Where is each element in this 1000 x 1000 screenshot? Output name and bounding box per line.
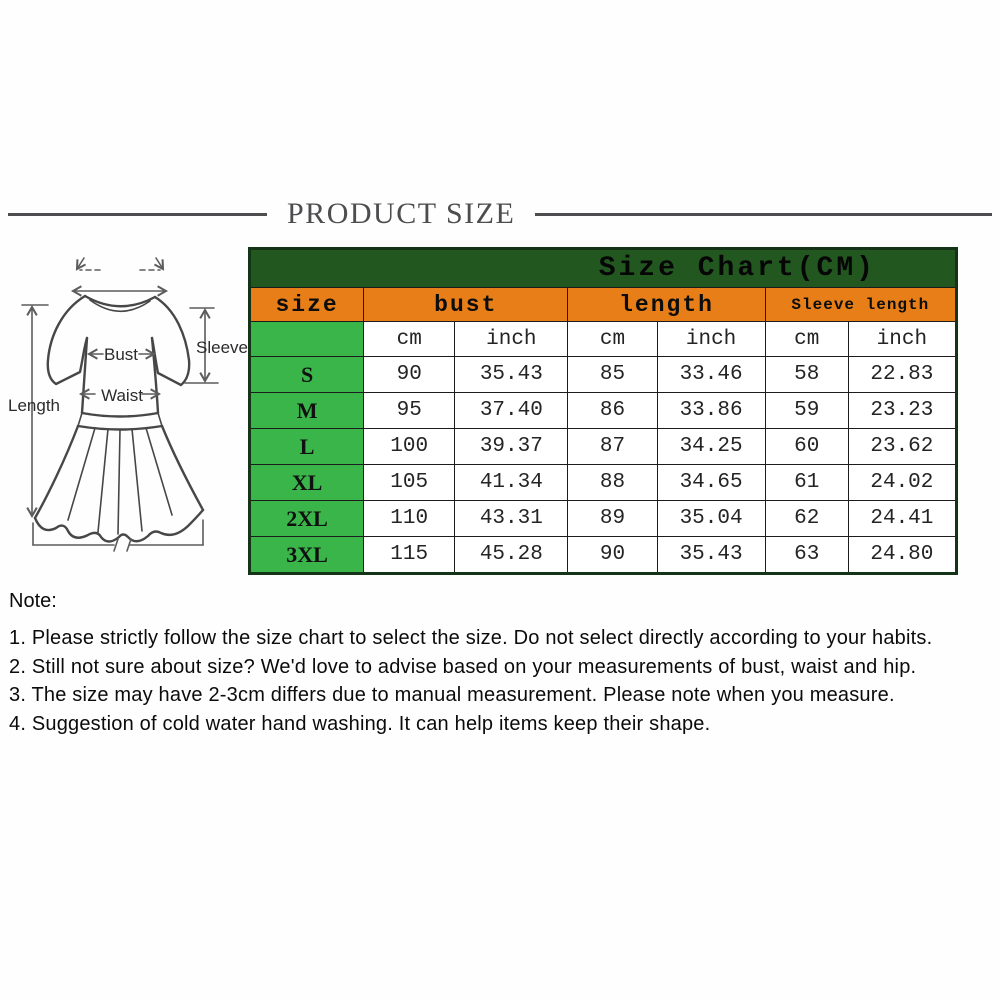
size-cell: M bbox=[250, 393, 364, 429]
size-cell: 3XL bbox=[250, 537, 364, 574]
col-header-length: length bbox=[568, 288, 765, 322]
bust-label: Bust bbox=[103, 345, 139, 364]
value-cell: 59 bbox=[765, 393, 848, 429]
unit-header-row bbox=[250, 322, 957, 357]
size-cell: XL bbox=[250, 465, 364, 501]
value-cell: 35.43 bbox=[657, 537, 765, 574]
value-cell: 100 bbox=[364, 429, 455, 465]
value-cell: 95 bbox=[364, 393, 455, 429]
value-cell: 41.34 bbox=[455, 465, 568, 501]
value-cell: 62 bbox=[765, 501, 848, 537]
col-header-sleeve-length: Sleeve length bbox=[765, 288, 956, 322]
size-cell: L bbox=[250, 429, 364, 465]
value-cell: 37.40 bbox=[455, 393, 568, 429]
value-cell: 60 bbox=[765, 429, 848, 465]
value-cell: 45.28 bbox=[455, 537, 568, 574]
dress-measurement-diagram bbox=[0, 240, 250, 560]
unit-cell: cm bbox=[568, 322, 657, 357]
size-chart-table bbox=[248, 247, 958, 575]
col-header-bust: bust bbox=[364, 288, 568, 322]
col-header-size: size bbox=[250, 288, 364, 322]
value-cell: 24.80 bbox=[848, 537, 956, 574]
table-title-row bbox=[250, 249, 957, 288]
value-cell: 33.46 bbox=[657, 357, 765, 393]
table-row-2xl bbox=[250, 501, 957, 537]
size-chart-title: Size Chart(CM) bbox=[250, 249, 957, 288]
table-row-3xl bbox=[250, 537, 957, 574]
value-cell: 43.31 bbox=[455, 501, 568, 537]
title-divider-left bbox=[8, 213, 267, 216]
notes-section bbox=[9, 590, 997, 738]
value-cell: 105 bbox=[364, 465, 455, 501]
table-row-xl bbox=[250, 465, 957, 501]
page-title: PRODUCT SIZE bbox=[287, 197, 516, 230]
value-cell: 58 bbox=[765, 357, 848, 393]
value-cell: 33.86 bbox=[657, 393, 765, 429]
table-row-m bbox=[250, 393, 957, 429]
value-cell: 23.62 bbox=[848, 429, 956, 465]
note-item-2: 2. Still not sure about size? We'd love to advise based on your measurements of bust, waist and hip. bbox=[9, 655, 917, 678]
table-row-s bbox=[250, 357, 957, 393]
value-cell: 90 bbox=[364, 357, 455, 393]
value-cell: 35.43 bbox=[455, 357, 568, 393]
value-cell: 86 bbox=[568, 393, 657, 429]
value-cell: 22.83 bbox=[848, 357, 956, 393]
value-cell: 85 bbox=[568, 357, 657, 393]
size-cell: S bbox=[250, 357, 364, 393]
note-item-1: 1. Please strictly follow the size chart to select the size. Do not select directly according to your habits. bbox=[9, 627, 933, 649]
unit-cell: cm bbox=[765, 322, 848, 357]
unit-cell: inch bbox=[657, 322, 765, 357]
size-cell: 2XL bbox=[250, 501, 364, 537]
empty-size-cell bbox=[250, 322, 364, 357]
value-cell: 87 bbox=[568, 429, 657, 465]
notes-heading: Note: bbox=[9, 590, 57, 612]
unit-cell: inch bbox=[848, 322, 956, 357]
value-cell: 115 bbox=[364, 537, 455, 574]
value-cell: 34.65 bbox=[657, 465, 765, 501]
title-divider-right bbox=[535, 213, 992, 216]
sleeve-label: Sleeve bbox=[196, 338, 248, 357]
unit-cell: cm bbox=[364, 322, 455, 357]
value-cell: 89 bbox=[568, 501, 657, 537]
value-cell: 35.04 bbox=[657, 501, 765, 537]
unit-cell: inch bbox=[455, 322, 568, 357]
note-item-3: 3. The size may have 2-3cm differs due to manual measurement. Please note when you measure. bbox=[9, 684, 895, 706]
value-cell: 61 bbox=[765, 465, 848, 501]
value-cell: 24.41 bbox=[848, 501, 956, 537]
table-row-l bbox=[250, 429, 957, 465]
value-cell: 24.02 bbox=[848, 465, 956, 501]
value-cell: 90 bbox=[568, 537, 657, 574]
value-cell: 39.37 bbox=[455, 429, 568, 465]
title-banner bbox=[8, 196, 992, 232]
value-cell: 23.23 bbox=[848, 393, 956, 429]
value-cell: 88 bbox=[568, 465, 657, 501]
length-label: Length bbox=[8, 396, 60, 415]
value-cell: 110 bbox=[364, 501, 455, 537]
waist-label: Waist bbox=[101, 386, 143, 405]
dress-outline bbox=[35, 296, 203, 542]
note-item-4: 4. Suggestion of cold water hand washing. It can help items keep their shape. bbox=[9, 712, 711, 735]
value-cell: 34.25 bbox=[657, 429, 765, 465]
value-cell: 63 bbox=[765, 537, 848, 574]
column-header-row bbox=[250, 288, 957, 322]
